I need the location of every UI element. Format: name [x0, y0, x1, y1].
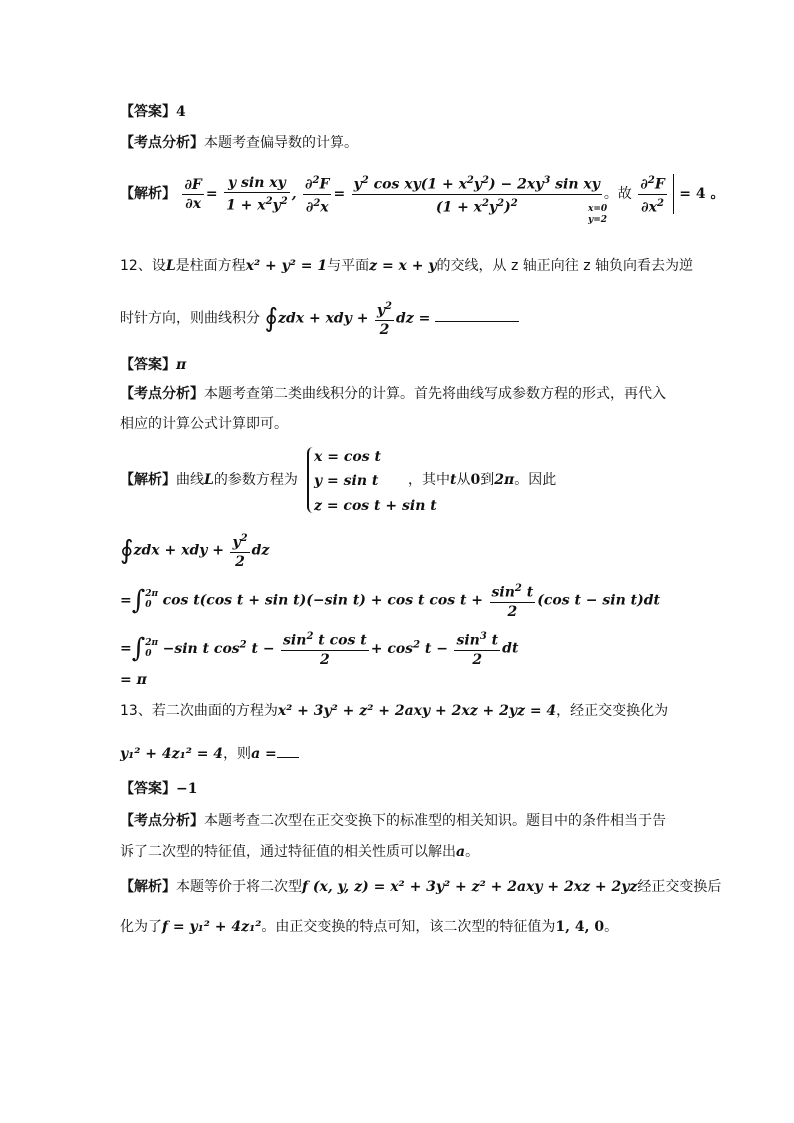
question-number: 12、 — [120, 258, 152, 274]
question-number: 13、 — [120, 703, 152, 719]
q11-analysis — [120, 133, 358, 153]
q13-answer — [120, 779, 197, 799]
analysis-text: 本题考查第二类曲线积分的计算。首先将曲线写成参数方程的形式，再代入 — [204, 386, 666, 402]
range-end: 2π — [494, 472, 515, 488]
q12-stem — [120, 256, 693, 276]
param-range — [408, 470, 556, 490]
range-text: ，其中 — [408, 472, 450, 488]
derivation-line-3: =∫2π 0 −sin t $\cos^2 t$ − $\frac{\sin^2 t \cos t}{2}$ + $\cos^2 t$ − $\frac{\sin^3 t}{2}$ dt — [120, 627, 518, 669]
answer-tag: 【答案】 — [120, 781, 176, 797]
analysis-text: 本题考查偏导数的计算。 — [204, 135, 358, 151]
variable-a: a — [456, 844, 466, 860]
stem-text: 是柱面方程 — [175, 258, 246, 274]
eigenvalues: 1, 4, 0 — [555, 919, 605, 935]
unknown-a: a = — [251, 746, 277, 762]
answer-value: 4 — [176, 104, 186, 120]
q13-solution-line2 — [120, 917, 618, 937]
q13-analysis-line2 — [120, 842, 479, 862]
quadratic-form: f (x, y, z) = x² + 3y² + z² + 2axy + 2xz + 2yz — [302, 879, 638, 895]
param-z: z = cos t + sin t — [314, 498, 437, 514]
surface-equation: x² + 3y² + z² + 2axy + 2xz + 2yz = 4 — [277, 703, 557, 719]
fraction: $\frac{y^2}{2}$ — [375, 298, 394, 339]
param-x: x = cos t — [314, 449, 381, 465]
answer-tag: 【答案】 — [120, 104, 176, 120]
curve-symbol: L — [204, 472, 214, 488]
range-text: 到 — [480, 472, 495, 488]
q11-answer — [120, 102, 186, 122]
canonical-equation: y₁² + 4z₁² = 4 — [120, 746, 224, 762]
q12-stem-line2: 时针方向，则曲线积分 ∮zdx + xdy + $\frac{y^2}{2}$ dz = — [120, 298, 519, 339]
answer-blank — [277, 757, 299, 758]
partial-fraction: $\frac{\partial^2F}{\partial x^2}$ — [638, 172, 666, 216]
solution-tag: 【解析】 — [120, 472, 176, 488]
result: = 4 。 — [679, 186, 725, 203]
analysis-tag: 【考点分析】 — [120, 386, 204, 402]
fraction: $\frac{\sin^2 t}{2}$ — [490, 580, 536, 621]
q12-analysis-line2 — [120, 414, 288, 434]
fraction: $\frac{\sin^3 t}{2}$ — [454, 628, 500, 669]
q13-solution — [120, 877, 721, 897]
derivation-result: = π — [120, 672, 147, 688]
q12-solution — [120, 470, 298, 490]
plane-equation: z = x + y — [369, 258, 437, 274]
solution-text: 化为了 — [120, 919, 162, 935]
closed-integral-sign: ∮ — [264, 303, 278, 334]
range-text: 。因此 — [514, 472, 557, 488]
stem-text: 与平面 — [327, 258, 370, 274]
fraction: $\frac{y^2 \cos xy(1 + x^2y^2) - 2xy^3 \sin xy}{(1 + x^2y^2)^2}$ — [352, 172, 602, 216]
stem-text: 设 — [151, 258, 166, 274]
analysis-text: 相应的计算公式计算即可。 — [120, 416, 288, 432]
answer-tag: 【答案】 — [120, 357, 176, 373]
q13-analysis — [120, 811, 666, 831]
stem-text: 时针方向，则曲线积分 — [120, 310, 260, 327]
answer-value: −1 — [176, 781, 198, 797]
solution-text: 的参数方程为 — [213, 472, 298, 488]
evaluation-point: x=0 y=2 — [588, 204, 608, 225]
range-var: t — [450, 472, 457, 488]
stem-text: ，则 — [223, 746, 252, 762]
solution-text: 曲线 — [176, 472, 204, 488]
param-y: y = sin t — [314, 473, 379, 489]
cylinder-equation: x² + y² = 1 — [245, 258, 328, 274]
integral-sign: ∫ — [131, 585, 146, 616]
derivation-line-1: ∮zdx + xdy + $\frac{y^2}{2}$ dz — [120, 530, 269, 571]
closed-integral-sign: ∮ — [120, 535, 134, 566]
range-text: 从 — [456, 472, 471, 488]
solution-text: 经正交变换后 — [637, 879, 722, 895]
partial-fraction: $\frac{\partial F}{\partial x}$ — [184, 176, 202, 212]
evaluation-bar — [673, 174, 675, 214]
standard-form: f = y₁² + 4z₁² — [162, 919, 262, 935]
fraction: $\frac{\text{y sin xy}}{1 + x^2y^2}$ — [226, 174, 288, 214]
fraction: $\frac{y^2}{2}$ — [230, 530, 249, 571]
solution-tag: 【解析】 — [120, 186, 176, 203]
solution-text: 。由正交变换的特点可知，该二次型的特征值为 — [261, 919, 556, 935]
fraction: $\frac{\sin^2 t \cos t}{2}$ — [281, 628, 369, 669]
solution-text: 本题等价于将二次型 — [176, 879, 302, 895]
curve-symbol: L — [165, 258, 176, 274]
q12-answer — [120, 355, 186, 375]
derivation-line-2: =∫2π 0 cos t(cos t + sin t)(−sin t) + cos t cos t + $\frac{\sin^2 t}{2}$ (cos t − sin t)dt — [120, 580, 660, 621]
integral-sign: ∫ — [131, 633, 146, 664]
therefore-text: 。故 — [603, 186, 632, 203]
analysis-text: 诉了二次型的特征值，通过特征值的相关性质可以解出 — [120, 844, 456, 860]
q13-stem — [120, 701, 668, 721]
analysis-tag: 【考点分析】 — [120, 135, 204, 151]
answer-blank — [435, 321, 519, 322]
q11-solution: 【解析】 $\frac{\partial F}{\partial x}$ = $\frac{\text{y sin xy}}{1 + x^2y^2}$ , $\frac{\partial^2F}{\partial^2x}$ = $\frac{y^2 \cos xy(1 + x^2y^2) - 2xy^3 \sin xy}{(1 + x^2y^2)^2}$ 。故 $\frac{\partial^2F}{\partial x^2}$ = 4 。 — [120, 172, 724, 216]
answer-value: π — [176, 357, 187, 373]
analysis-tag: 【考点分析】 — [120, 813, 204, 829]
stem-text: ，经正交变换化为 — [556, 703, 669, 719]
q12-analysis — [120, 384, 666, 404]
solution-tag: 【解析】 — [120, 879, 176, 895]
stem-text: 若二次曲面的方程为 — [151, 703, 278, 719]
range-start: 0 — [470, 472, 481, 488]
q13-stem-line2 — [120, 744, 299, 764]
solution-text: 。 — [604, 919, 619, 935]
stem-text: 的交线，从 z 轴正向往 z 轴负向看去为逆 — [436, 258, 694, 274]
analysis-text: 本题考查二次型在正交变换下的标准型的相关知识。题目中的条件相当于告 — [204, 813, 666, 829]
analysis-text: 。 — [465, 844, 480, 860]
partial-fraction: $\frac{\partial^2F}{\partial^2x}$ — [303, 172, 331, 216]
